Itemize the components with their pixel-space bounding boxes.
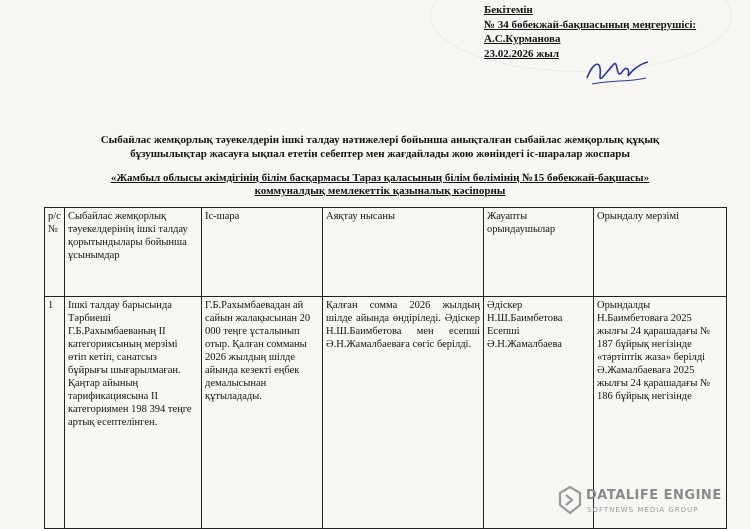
- cell-action: Г.Б.Рахымбаевадан ай сайын жалақысынан 20 000 теңге ұсталынып отыр. Қалған сомманы 2026 жылдың шілде айында кезекті еңбек демалысынан құтыладады.: [202, 297, 323, 529]
- subtitle-line-2: коммуналдық мемлекеттік қазыналық кәсіпорны: [254, 185, 506, 197]
- watermark-sub: SOFTNEWS MEDIA GROUP: [587, 506, 699, 514]
- document-title: [40, 133, 720, 161]
- subtitle-line-1: «Жамбыл облысы әкімдігінің білім басқармасы Тараз қаласының білім бөлімінің №15 бөбекжай-бақшасы»: [110, 172, 650, 184]
- watermark-brand: DATALIFE ENGINE: [586, 488, 722, 503]
- title-line-1: Сыбайлас жемқорлық тәуекелдерін ішкі талдау нәтижелері бойынша анықталған сыбайлас жемқорлық құқық: [100, 134, 660, 146]
- signature-icon: [582, 50, 652, 90]
- header-completion: Аяқтау нысаны: [323, 208, 484, 297]
- header-action: Іс-шара: [202, 208, 323, 297]
- approval-name: А.С.Курманова: [484, 33, 561, 45]
- header-deadline: Орындалу мерзімі: [594, 208, 727, 297]
- watermark: [556, 481, 746, 525]
- title-line-2: бұзушылықтар жасауға ықпал ететін себептер мен жағдайлады жою жөніндегі іс-шаралар жоспары: [130, 148, 630, 160]
- cell-number: 1: [45, 297, 65, 529]
- cell-recommendation: Ішкі талдау барысында Тәрбиеші Г.Б.Рахымбаеваның II категориясының мерзімі өтіп кетіп, санатсыз бұйрығы шығарылмаған. Қаңтар айының тарификациясына II категориямен 198 394 теңге артық есептелінген.: [65, 297, 202, 529]
- header-responsible: Жауапты орындаушылар: [484, 208, 594, 297]
- datalife-logo-icon: [558, 485, 582, 515]
- organization-name: [40, 172, 720, 198]
- header-number: р/с №: [45, 208, 65, 297]
- cell-responsible: Әдіскер Н.Ш.Баимбетова Есепші Ә.Н.Жамалбаева: [484, 297, 594, 529]
- cell-completion: Қалған сомма 2026 жылдың шілде айында өндіріледі. Әдіскер Н.Ш.Баимбетова мен есепші Ә.Н.Жамалбаеваға сөгіс берілді.: [323, 297, 484, 529]
- table-header-row: [45, 208, 727, 297]
- cell-deadline: Орындалды Н.Баимбетоваға 2025 жылғы 24 қарашадағы № 187 бұйрық негізінде «тәртіптік жаза» берілді Ә.Жамалбаеваға 2025 жылғы 24 қарашадағы № 186 бұйрық негізінде: [594, 297, 727, 529]
- header-recommendation: Сыбайлас жемқорлық тәуекелдерінің ішкі талдау қорытындылары бойынша ұсынымдар: [65, 208, 202, 297]
- approval-heading: Бекітемін: [484, 4, 533, 16]
- approval-position: № 34 бөбекжай-бақшасының меңгерушісі:: [484, 18, 697, 31]
- approval-date: 23.02.2026 жыл: [484, 47, 559, 60]
